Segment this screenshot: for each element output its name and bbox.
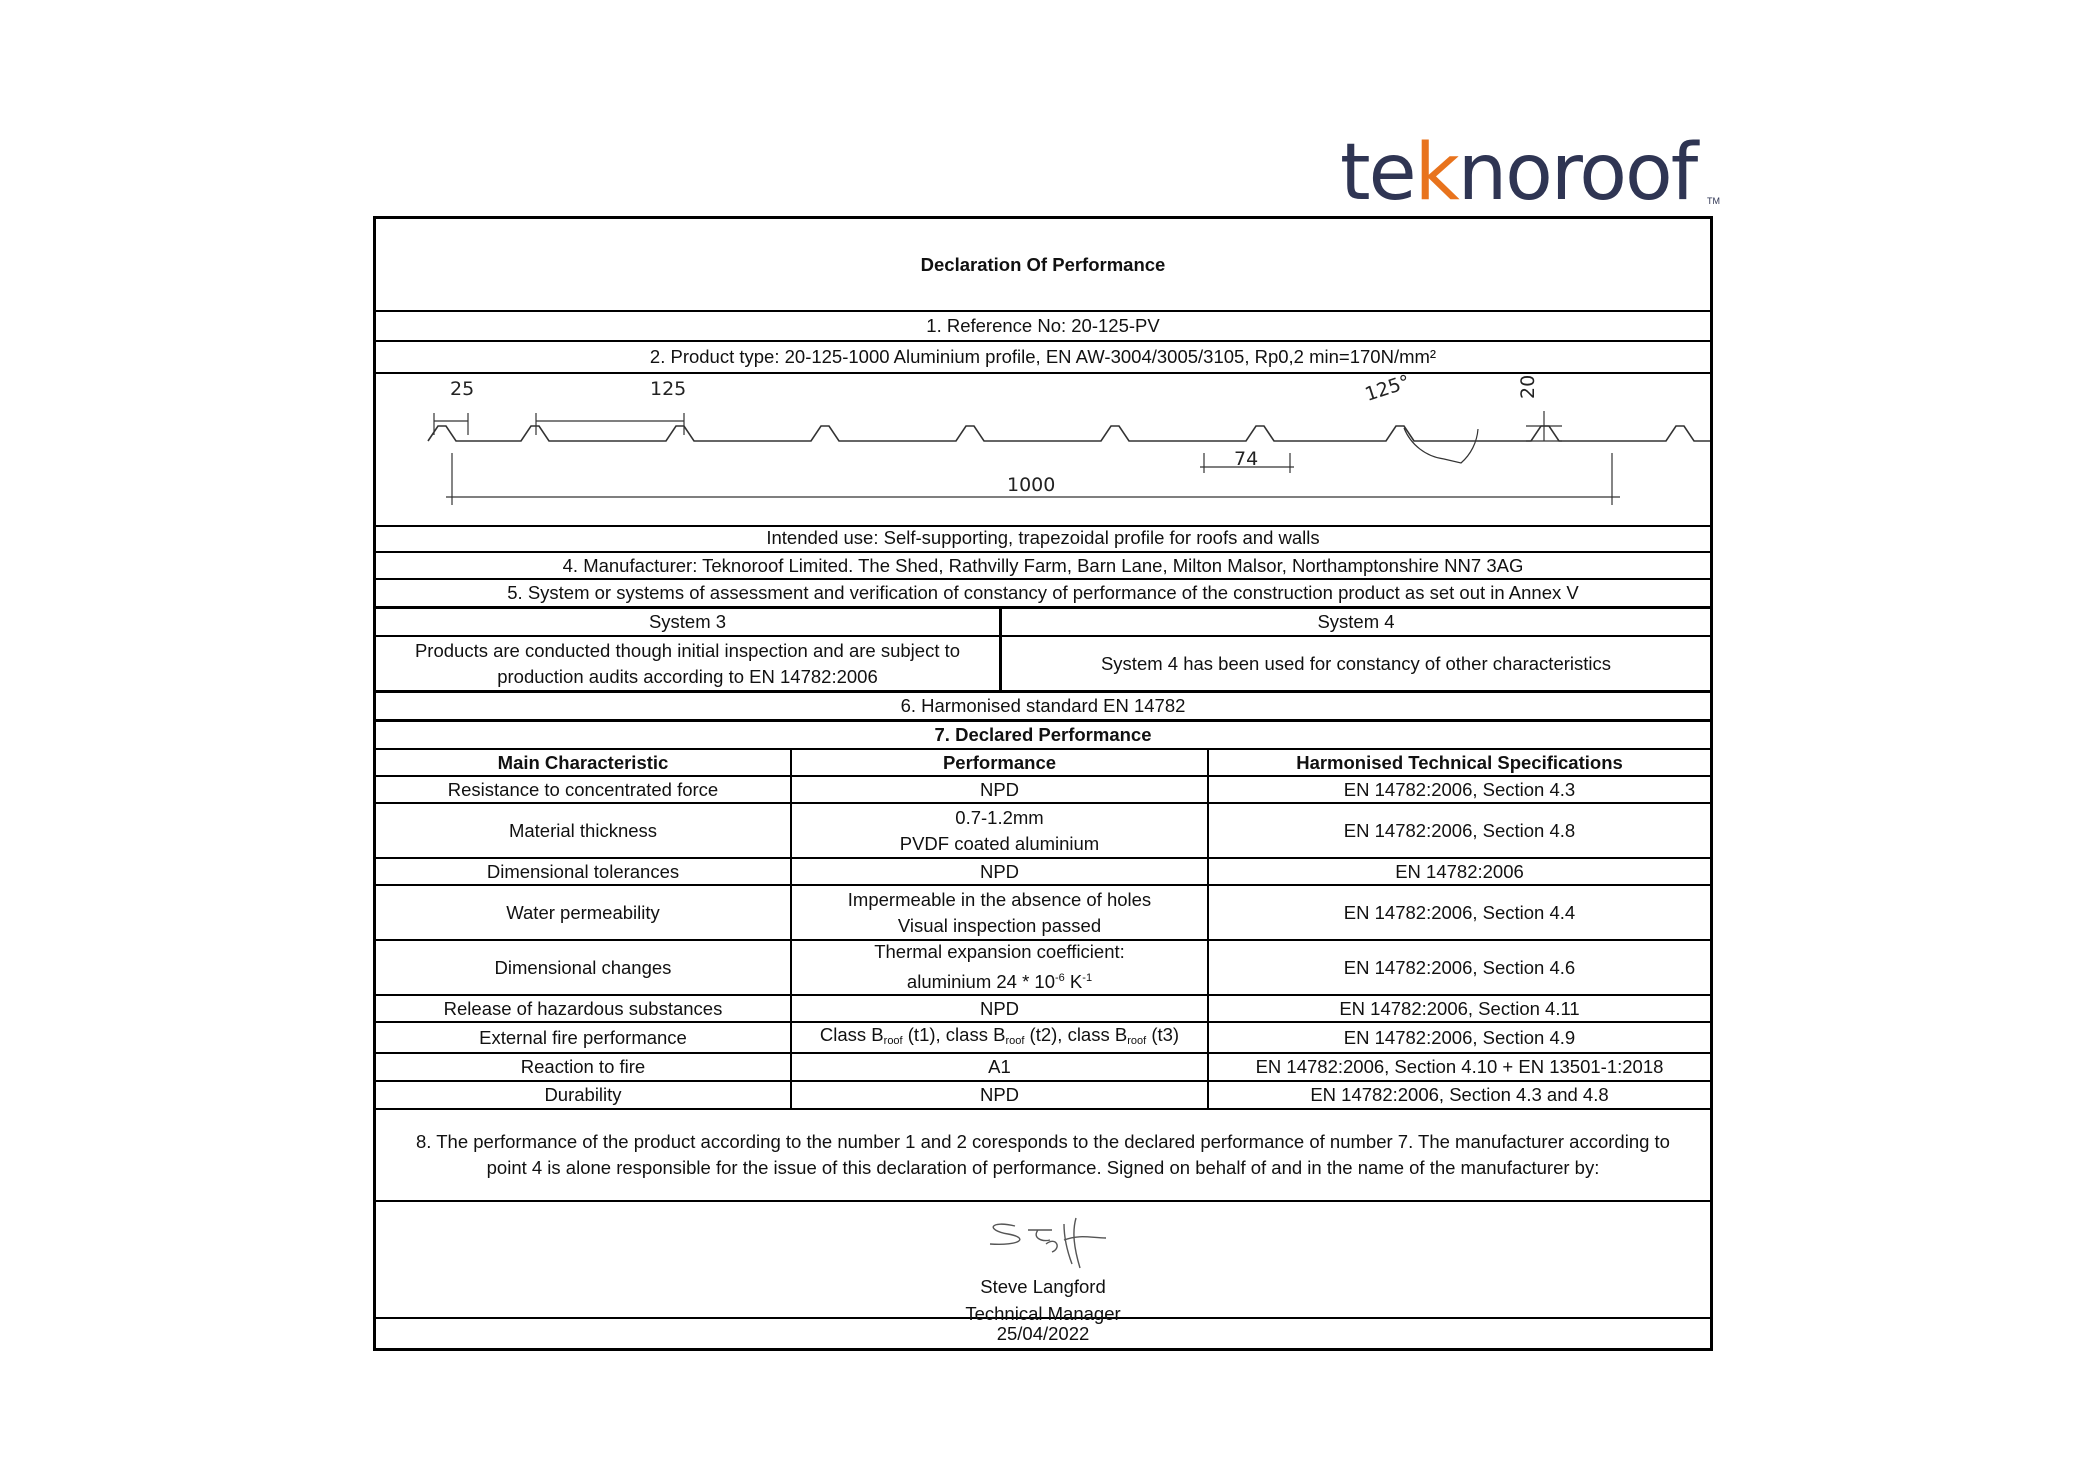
signature-image	[980, 1208, 1120, 1278]
table-row: Material thickness 0.7-1.2mm PVDF coated aluminium EN 14782:2006, Section 4.8	[376, 804, 1710, 859]
dim-20: 20	[1517, 374, 1539, 399]
system3-label: System 3	[648, 611, 727, 632]
table-header	[376, 750, 1710, 777]
system3-text: Products are conducted though initial inspection and are subject to production audits according to EN 14782:2006	[414, 639, 961, 687]
system4-text: System 4 has been used for constancy of other characteristics	[999, 637, 1710, 690]
systems-labels	[376, 609, 1710, 637]
responsibility-statement: 8. The performance of the product according to the number 1 and 2 coresponds to the declared performance of number 7. The manufacturer according to point 4 is alone responsible for the issue of this declaration of performance. Signed on behalf of and in the name of the manufacturer by:	[376, 1110, 1710, 1202]
dim-125-degree: 125°	[1362, 371, 1413, 406]
teknoroof-logo: teknoroof TM	[1340, 128, 1720, 218]
document-title: Declaration Of Performance	[376, 219, 1710, 312]
table-row: Release of hazardous substances NPD EN 14782:2006, Section 4.11	[376, 996, 1710, 1023]
profile-drawing	[376, 371, 1710, 527]
declaration-document	[373, 216, 1713, 1351]
dim-25: 25	[450, 378, 475, 400]
header-specifications: Harmonised Technical Specifications	[1207, 750, 1710, 775]
signature-block	[376, 1202, 1710, 1324]
table-row: External fire performance Class $B_{roof}$ (t1), class $B_{roof}$ (t2), class $B_{roof}$ (t3) EN 14782:2006, Section 4.9	[376, 1023, 1710, 1054]
dim-1000: 1000	[1007, 474, 1056, 496]
signature-date: 25/04/2022	[996, 1322, 1090, 1344]
signatory-name: Steve Langford	[980, 1276, 1106, 1297]
signatory-title: Technical Manager	[965, 1303, 1121, 1324]
header-main-characteristic: Main Characteristic	[497, 751, 669, 773]
table-row: Reaction to fire A1 EN 14782:2006, Section 4.10 + EN 13501-1:2018	[376, 1054, 1710, 1082]
declared-performance-heading: 7. Declared Performance	[376, 722, 1710, 750]
table-row: Dimensional tolerances NPD EN 14782:2006	[376, 859, 1710, 886]
header-performance: Performance	[790, 750, 1207, 775]
trapezoidal-profile-diagram	[376, 371, 1710, 525]
systems-descriptions	[376, 637, 1710, 693]
harmonised-standard: 6. Harmonised standard EN 14782	[376, 693, 1710, 722]
table-row: Resistance to concentrated force NPD EN 14782:2006, Section 4.3	[376, 777, 1710, 804]
table-row: Dimensional changes Thermal expansion coefficient: aluminium $24 * 10^{-6}$ $K^{-1}$ EN 14782:2006, Section 4.6	[376, 941, 1710, 996]
reference-number: 1. Reference No: 20-125-PV	[376, 312, 1710, 342]
table-row: Durability NPD EN 14782:2006, Section 4.3 and 4.8	[376, 1082, 1710, 1110]
system4-label: System 4	[999, 609, 1710, 635]
profile-line	[428, 426, 1710, 441]
product-type: 2. Product type: 20-125-1000 Aluminium profile, EN AW-3004/3005/3105, Rp0,2 min=170N/mm²	[376, 342, 1710, 374]
dim-125: 125	[650, 378, 687, 400]
table-row: Water permeability Impermeable in the absence of holes Visual inspection passed EN 14782:2006, Section 4.4	[376, 886, 1710, 941]
intended-use: Intended use: Self-supporting, trapezoidal profile for roofs and walls	[376, 525, 1710, 553]
dim-74: 74	[1234, 448, 1259, 470]
manufacturer: 4. Manufacturer: Teknoroof Limited. The Shed, Rathvilly Farm, Barn Lane, Milton Malsor, Northamptonshire NN7 3AG	[376, 553, 1710, 580]
systems-heading: 5. System or systems of assessment and verification of constancy of performance of the construction product as set out in Annex V	[376, 580, 1710, 609]
